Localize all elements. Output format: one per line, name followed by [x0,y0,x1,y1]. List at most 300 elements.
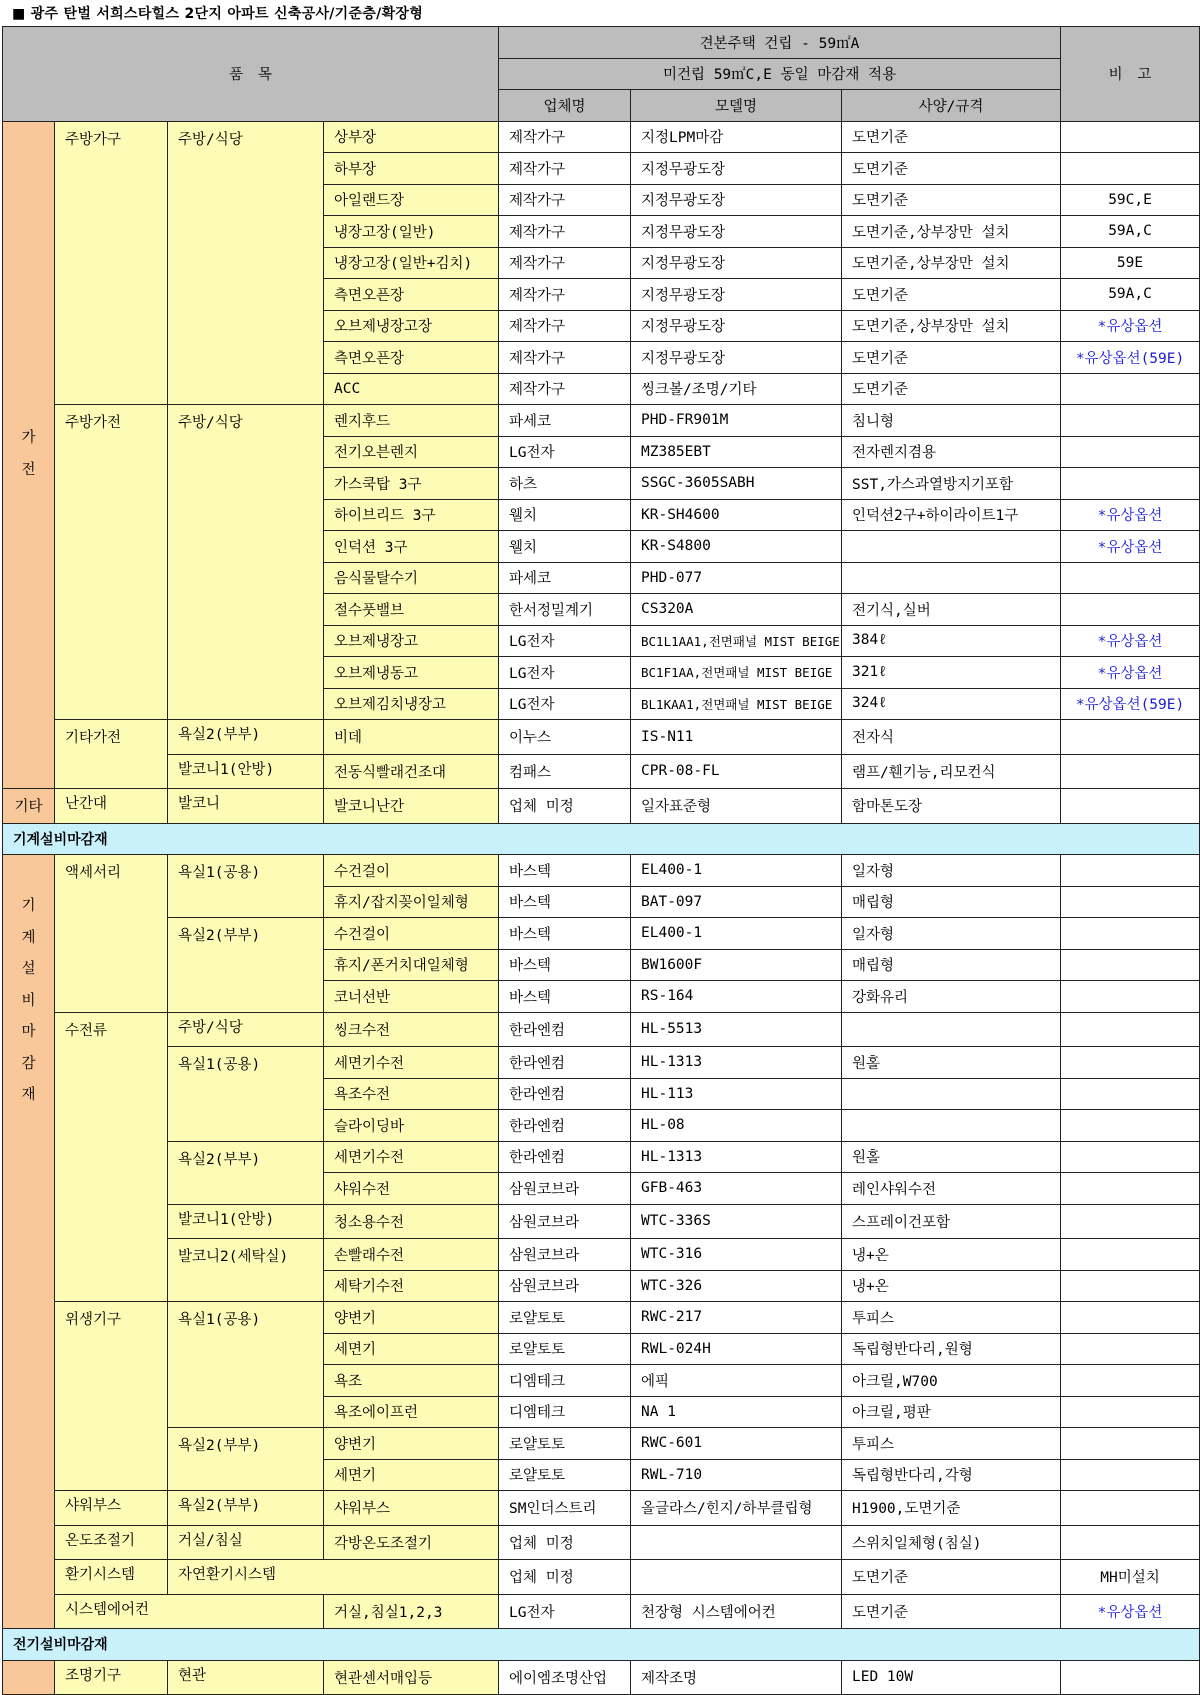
spec: 전자렌지겸용 [842,436,1061,468]
spec: H1900,도면기준 [842,1491,1061,1526]
model: GFB-463 [631,1173,842,1205]
item-name: 냉장고장(일반+김치) [324,247,499,279]
vendor: 에이엠조명산업 [499,1660,631,1695]
spec: 독립형반다리,원형 [842,1333,1061,1365]
item-name: 아일랜드장 [324,184,499,216]
loc-kitchen: 주방/식당 [168,405,324,720]
table-row [3,1560,1200,1595]
remark [1061,918,1200,950]
remark [1061,1525,1200,1560]
remark [1061,1270,1200,1302]
item-name: 세면기수전 [324,1047,499,1079]
remark: 59C,E [1061,184,1200,216]
section-row [3,1629,1200,1661]
vendor: 로얄토토 [499,1333,631,1365]
vendor: 업체 미정 [499,1525,631,1560]
table-row [3,855,1200,887]
remark [1061,153,1200,185]
item-name: 휴지/잡지꽂이일체형 [324,886,499,918]
model: BC1L1AA1,전면패널 MIST BEIGE [631,625,842,657]
remark-paid-option: *유상옵션 [1061,499,1200,531]
vendor: 로얄토토 [499,1459,631,1491]
loc-living-bed: 거실/침실 [168,1525,324,1560]
remark [1061,436,1200,468]
remark-paid-option: *유상옵션 [1061,531,1200,563]
vendor: 제작가구 [499,216,631,248]
section-electrical: 전기설비마감재 [3,1629,1200,1661]
item-name: 거실,침실1,2,3 [324,1594,499,1629]
remark [1061,1239,1200,1271]
spec: 강화유리 [842,981,1061,1013]
spec: 도면기준 [842,121,1061,153]
header-remark [1061,27,1200,122]
cat-other-appliance: 기타가전 [55,720,168,789]
remark [1061,594,1200,626]
spec: 321ℓ [842,657,1061,689]
model: 지정무광도장 [631,216,842,248]
item-name: 전기오븐렌지 [324,436,499,468]
spec [842,531,1061,563]
cat-thermostat: 온도조절기 [55,1525,168,1560]
model: 올글라스/힌지/하부클립형 [631,1491,842,1526]
table-row [3,1204,1200,1239]
item-name: 세면기수전 [324,1141,499,1173]
vendor: 제작가구 [499,342,631,374]
loc-bath2: 욕실2(부부) [168,1141,324,1204]
model: NA 1 [631,1396,842,1428]
item-name: 세면기 [324,1333,499,1365]
spec: 전자식 [842,720,1061,755]
vendor: 업체 미정 [499,789,631,824]
remark [1061,949,1200,981]
remark-paid-option: *유상옵션 [1061,657,1200,689]
model: 씽크볼/조명/기타 [631,373,842,405]
model: BL1KAA1,전면패널 MIST BEIGE [631,688,842,720]
item-name: 코너선반 [324,981,499,1013]
vendor: 한라엔컴 [499,1141,631,1173]
cat-ventilation: 환기시스템 [55,1560,168,1595]
group-char: 전 [21,461,36,478]
vendor: 로얄토토 [499,1428,631,1460]
spec: 도면기준 [842,1560,1061,1595]
spec: 도면기준 [842,184,1061,216]
item-name: 휴지/폰거치대일체형 [324,949,499,981]
model: 제작조명 [631,1660,842,1695]
loc-natural-vent: 자연환기시스템 [168,1560,499,1595]
item-name: 전동식빨래건조대 [324,754,499,789]
item-name: 욕조수전 [324,1078,499,1110]
remark [1061,886,1200,918]
item-name: 각방온도조절기 [324,1525,499,1560]
spec: 스위치일체형(침실) [842,1525,1061,1560]
remark [1061,1047,1200,1079]
spec [842,562,1061,594]
remark-paid-option: *유상옵션 [1061,310,1200,342]
vendor: 이누스 [499,720,631,755]
cat-system-ac: 시스템에어컨 [55,1594,324,1629]
header-item [3,27,499,122]
loc-bath1: 욕실1(공용) [168,855,324,918]
spec: 아크릴,평판 [842,1396,1061,1428]
item-name: 세면기 [324,1459,499,1491]
remark [1061,1333,1200,1365]
item-name: 인덕션 3구 [324,531,499,563]
item-name: 냉장고장(일반) [324,216,499,248]
table-row [3,720,1200,755]
group-char: 마 [21,1024,36,1041]
model: EL400-1 [631,918,842,950]
group-electrical [3,1660,55,1695]
cat-accessory: 액세서리 [55,855,168,1013]
group-char: 계 [21,929,36,946]
item-name: 씽크수전 [324,1012,499,1047]
document-title: ■ 광주 탄벌 서희스타힐스 2단지 아파트 신축공사/기준층/확장형 [12,6,424,22]
vendor: 웰치 [499,499,631,531]
model: 천장형 시스템에어컨 [631,1594,842,1629]
spec: LED 10W [842,1660,1061,1695]
spec: 램프/휀기능,리모컨식 [842,754,1061,789]
spec: 레인샤워수전 [842,1173,1061,1205]
remark [1061,1078,1200,1110]
group-char: 비 [21,992,36,1009]
spec: 매립형 [842,886,1061,918]
vendor: 파세코 [499,405,631,437]
loc-balcony1: 발코니1(안방) [168,1204,324,1239]
remark [1061,1365,1200,1397]
header-item-label: 품 목 [229,67,272,84]
table-row [3,1428,1200,1460]
spec: 함마톤도장 [842,789,1061,824]
model: HL-1313 [631,1047,842,1079]
table-row [3,1302,1200,1334]
spec [842,1012,1061,1047]
remark [1061,405,1200,437]
table-row [3,754,1200,789]
remark-paid-option: *유상옵션 [1061,1594,1200,1629]
item-name: 오브제냉장고 [324,625,499,657]
vendor: 디엠테크 [499,1365,631,1397]
model: 에픽 [631,1365,842,1397]
model: CS320A [631,594,842,626]
model: 지정LPM마감 [631,121,842,153]
model [631,1525,842,1560]
vendor: LG전자 [499,436,631,468]
item-name: 상부장 [324,121,499,153]
remark-paid-option: *유상옵션(59E) [1061,342,1200,374]
item-name: 측면오픈장 [324,342,499,374]
vendor: 제작가구 [499,373,631,405]
vendor: 제작가구 [499,153,631,185]
loc-bath1: 욕실1(공용) [168,1047,324,1142]
item-name: 측면오픈장 [324,279,499,311]
model: HL-5513 [631,1012,842,1047]
remark [1061,1428,1200,1460]
item-name: 양변기 [324,1302,499,1334]
spec: 원홀 [842,1047,1061,1079]
loc-kitchen: 주방/식당 [168,1012,324,1047]
table-row [3,1239,1200,1271]
item-name: 청소용수전 [324,1204,499,1239]
item-name: 하이브리드 3구 [324,499,499,531]
remark [1061,1173,1200,1205]
model: HL-08 [631,1110,842,1142]
table-row [3,1594,1200,1629]
model: RWL-024H [631,1333,842,1365]
spec: 도면기준 [842,373,1061,405]
table-row [3,918,1200,950]
spec: 전기식,실버 [842,594,1061,626]
vendor: 삼원코브라 [499,1239,631,1271]
table-row [3,1525,1200,1560]
remark [1061,720,1200,755]
model: KR-S4800 [631,531,842,563]
remark [1061,1302,1200,1334]
vendor: SM인더스트리 [499,1491,631,1526]
vendor: LG전자 [499,688,631,720]
loc-bath2: 욕실2(부부) [168,720,324,755]
model: 지정무광도장 [631,153,842,185]
spec [842,1078,1061,1110]
spec: 324ℓ [842,688,1061,720]
remark [1061,1660,1200,1695]
remark [1061,373,1200,405]
spec: 매립형 [842,949,1061,981]
table-row [3,1491,1200,1526]
item-name: 샤워부스 [324,1491,499,1526]
model: 지정무광도장 [631,247,842,279]
remark [1061,1204,1200,1239]
remark: 59E [1061,247,1200,279]
section-row [3,823,1200,855]
vendor: 한라엔컴 [499,1110,631,1142]
remark [1061,1459,1200,1491]
item-name: 욕조에이프런 [324,1396,499,1428]
vendor: 파세코 [499,562,631,594]
item-name: 오브제냉동고 [324,657,499,689]
remark [1061,1012,1200,1047]
item-name: 하부장 [324,153,499,185]
item-name: 비데 [324,720,499,755]
vendor: 제작가구 [499,121,631,153]
model: SSGC-3605SABH [631,468,842,500]
item-name: 양변기 [324,1428,499,1460]
loc-bath2: 욕실2(부부) [168,1428,324,1491]
model: WTC-316 [631,1239,842,1271]
vendor: 로얄토토 [499,1302,631,1334]
item-name: ACC [324,373,499,405]
spec: 침니형 [842,405,1061,437]
cat-faucet: 수전류 [55,1012,168,1302]
item-name: 손빨래수전 [324,1239,499,1271]
model: HL-113 [631,1078,842,1110]
model: EL400-1 [631,855,842,887]
vendor: 제작가구 [499,310,631,342]
model: RWC-217 [631,1302,842,1334]
remark [1061,562,1200,594]
vendor: LG전자 [499,657,631,689]
remark [1061,754,1200,789]
model: BAT-097 [631,886,842,918]
spec: 투피스 [842,1428,1061,1460]
table-row [3,121,1200,153]
header-unit-type: 견본주택 건립 - 59㎡A [499,27,1061,59]
spec: 도면기준 [842,1594,1061,1629]
cat-kitchen-appliance: 주방가전 [55,405,168,720]
loc-balcony2: 발코니2(세탁실) [168,1239,324,1302]
vendor: 웰치 [499,531,631,563]
loc-balcony: 발코니 [168,789,324,824]
vendor: 삼원코브라 [499,1204,631,1239]
spec: 투피스 [842,1302,1061,1334]
vendor: 삼원코브라 [499,1270,631,1302]
spec: 인덕션2구+하이라이트1구 [842,499,1061,531]
remark: 59A,C [1061,279,1200,311]
vendor: 제작가구 [499,247,631,279]
remark-paid-option: *유상옵션 [1061,625,1200,657]
spec: 도면기준,상부장만 설치 [842,216,1061,248]
vendor: LG전자 [499,625,631,657]
table-row [3,789,1200,824]
model: 지정무광도장 [631,342,842,374]
cat-kitchen-furniture: 주방가구 [55,121,168,405]
model: 일자표준형 [631,789,842,824]
remark [1061,468,1200,500]
model: RS-164 [631,981,842,1013]
model: IS-N11 [631,720,842,755]
header-model: 모델명 [631,90,842,122]
model: CPR-08-FL [631,754,842,789]
spec: 독립형반다리,각형 [842,1459,1061,1491]
model: BW1600F [631,949,842,981]
spec: 원홀 [842,1141,1061,1173]
item-name: 세탁기수전 [324,1270,499,1302]
item-name: 오브제김치냉장고 [324,688,499,720]
spec [842,1110,1061,1142]
group-mechanical [3,855,55,1629]
model: 지정무광도장 [631,310,842,342]
item-name: 샤워수전 [324,1173,499,1205]
model: HL-1313 [631,1141,842,1173]
remark [1061,121,1200,153]
vendor: 제작가구 [499,184,631,216]
vendor: LG전자 [499,1594,631,1629]
group-etc: 기타 [3,789,55,824]
loc-kitchen: 주방/식당 [168,121,324,405]
spec: 냉+온 [842,1270,1061,1302]
spec: 도면기준,상부장만 설치 [842,247,1061,279]
remark: MH미설치 [1061,1560,1200,1595]
loc-bath1: 욕실1(공용) [168,1302,324,1428]
vendor: 한라엔컴 [499,1047,631,1079]
remark [1061,1491,1200,1526]
remark [1061,1141,1200,1173]
group-char: 설 [21,961,36,978]
header-apply-note: 미건립 59㎡C,E 동일 마감재 적용 [499,58,1061,90]
item-name: 슬라이딩바 [324,1110,499,1142]
item-name: 음식물탈수기 [324,562,499,594]
remark [1061,1396,1200,1428]
model: WTC-336S [631,1204,842,1239]
model: 지정무광도장 [631,184,842,216]
remark-paid-option: *유상옵션(59E) [1061,688,1200,720]
group-char: 감 [21,1055,36,1072]
finish-material-table [2,26,1200,1695]
vendor: 한서정밀계기 [499,594,631,626]
spec: 일자형 [842,855,1061,887]
vendor: 삼원코브라 [499,1173,631,1205]
header-vendor: 업체명 [499,90,631,122]
spec: SST,가스과열방지기포함 [842,468,1061,500]
model: RWL-710 [631,1459,842,1491]
cat-shower-booth: 샤워부스 [55,1491,168,1526]
vendor: 한라엔컴 [499,1012,631,1047]
remark [1061,1110,1200,1142]
spec: 도면기준 [842,153,1061,185]
model: 지정무광도장 [631,279,842,311]
model: PHD-FR901M [631,405,842,437]
vendor: 컴패스 [499,754,631,789]
model: WTC-326 [631,1270,842,1302]
spec: 도면기준,상부장만 설치 [842,310,1061,342]
loc-bath2: 욕실2(부부) [168,1491,324,1526]
vendor: 바스텍 [499,886,631,918]
vendor: 바스텍 [499,949,631,981]
header-remark-label: 비 고 [1108,67,1152,84]
vendor: 한라엔컴 [499,1078,631,1110]
item-name: 현관센서매입등 [324,1660,499,1695]
table-row [3,1047,1200,1079]
spec: 384ℓ [842,625,1061,657]
table-row [3,405,1200,437]
vendor: 업체 미정 [499,1560,631,1595]
item-name: 수건걸이 [324,918,499,950]
spec: 냉+온 [842,1239,1061,1271]
vendor: 하츠 [499,468,631,500]
group-char: 기 [21,898,36,915]
spec: 아크릴,W700 [842,1365,1061,1397]
item-name: 발코니난간 [324,789,499,824]
model: RWC-601 [631,1428,842,1460]
group-char: 재 [21,1087,36,1104]
section-mechanical: 기계설비마감재 [3,823,1200,855]
vendor: 디엠테크 [499,1396,631,1428]
cat-lighting: 조명기구 [55,1660,168,1695]
model: KR-SH4600 [631,499,842,531]
remark [1061,855,1200,887]
model [631,1560,842,1595]
item-name: 오브제냉장고장 [324,310,499,342]
group-char: 가 [21,430,36,447]
header-spec: 사양/규격 [842,90,1061,122]
item-name: 수건걸이 [324,855,499,887]
loc-balcony1: 발코니1(안방) [168,754,324,789]
cat-sanitary: 위생기구 [55,1302,168,1491]
model: BC1F1AA,전면패널 MIST BEIGE [631,657,842,689]
spec: 도면기준 [842,342,1061,374]
spec: 스프레이건포함 [842,1204,1061,1239]
loc-bath2: 욕실2(부부) [168,918,324,1013]
vendor: 제작가구 [499,279,631,311]
remark: 59A,C [1061,216,1200,248]
spec: 도면기준 [842,279,1061,311]
table-row [3,1660,1200,1695]
table-row [3,1012,1200,1047]
vendor: 바스텍 [499,855,631,887]
item-name: 욕조 [324,1365,499,1397]
vendor: 바스텍 [499,981,631,1013]
remark [1061,789,1200,824]
item-name: 절수풋밸브 [324,594,499,626]
